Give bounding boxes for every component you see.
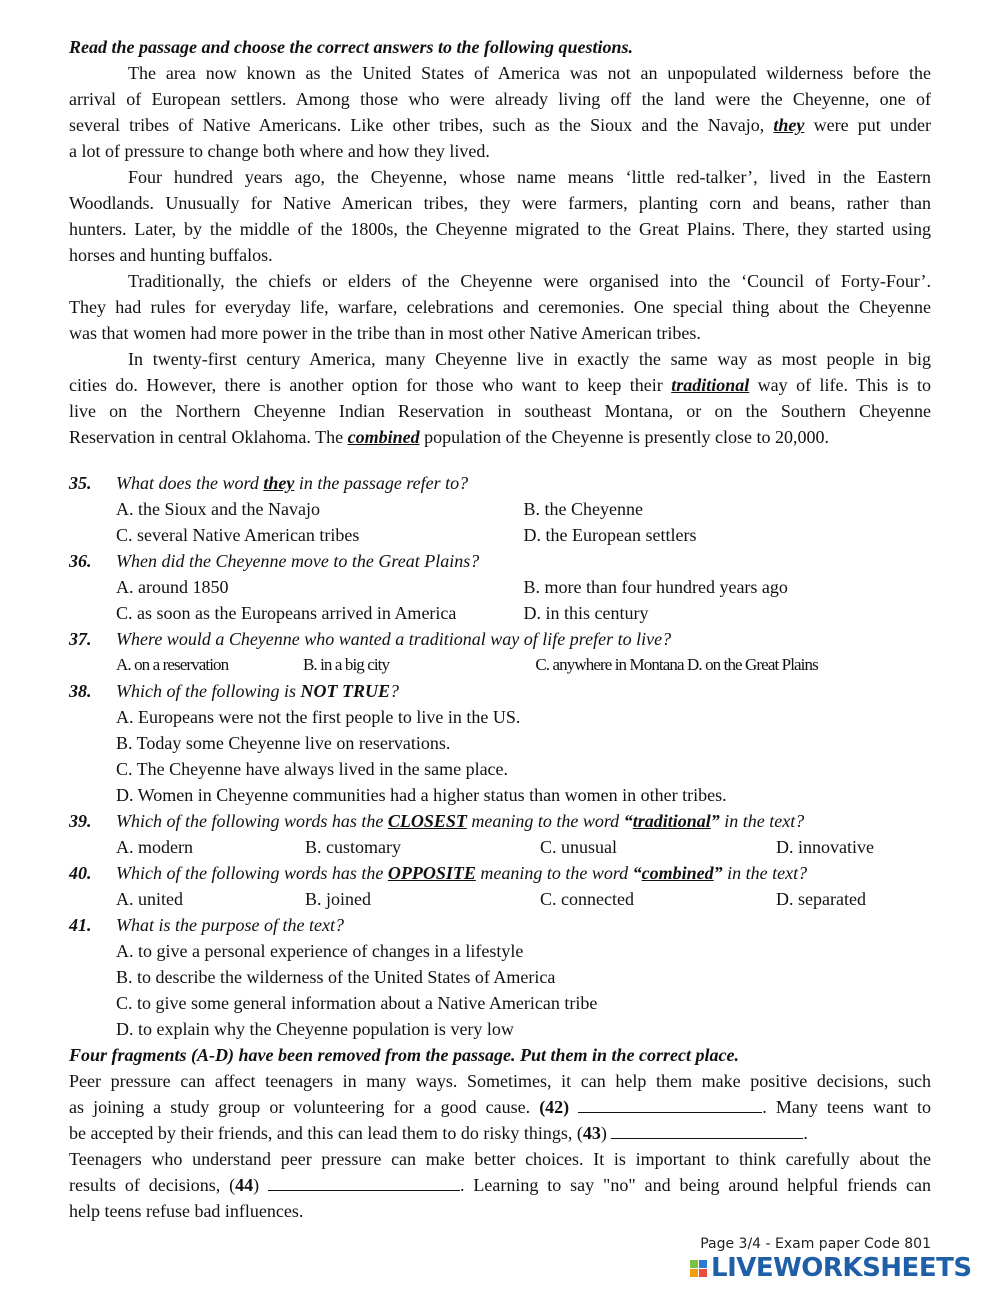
- text-line: [69, 112, 931, 138]
- liveworksheets-logo: [690, 1253, 972, 1283]
- question-36: [69, 548, 931, 626]
- answer-option-d[interactable]: D. in this century: [523, 603, 649, 623]
- text-span: in the passage refer to?: [294, 473, 469, 493]
- answer-option-d[interactable]: D. separated: [776, 889, 866, 909]
- question-number: 37.: [69, 629, 92, 649]
- quoted-word: combined: [641, 863, 714, 883]
- passage-paragraph-4: [69, 346, 931, 450]
- text-line: They had rules for everyday life, warfare, celebrations and ceremonies. One special thing about the Cheyenne: [69, 297, 931, 317]
- text-line: The area now known as the United States of America was not an unpopulated wilderness before the: [128, 63, 931, 83]
- question-number: 35.: [69, 473, 92, 493]
- question-38: [69, 678, 931, 808]
- text-span: in the text?: [719, 811, 805, 831]
- question-number: 36.: [69, 551, 92, 571]
- text-span: .: [803, 1123, 808, 1143]
- answer-option-c-d[interactable]: C. anywhere in Montana D. on the Great Plains: [535, 655, 818, 674]
- answer-option-c[interactable]: C. unusual: [540, 837, 618, 857]
- text-span: results of decisions, (: [69, 1175, 236, 1195]
- text-span: as joining a study group or volunteering for a good cause.: [69, 1097, 540, 1117]
- quote-close: ”: [710, 811, 720, 831]
- text-line: [69, 424, 931, 450]
- answer-option-d[interactable]: D. to explain why the Cheyenne population is very low: [116, 1019, 514, 1039]
- spacer: [69, 450, 931, 470]
- text-line: arrival of European settlers. Among those who were already living off the land were the Cheyenne, one of: [69, 89, 931, 109]
- text-span: population of the Cheyenne is presently close to 20,000.: [419, 427, 829, 447]
- answer-option-b[interactable]: B. to describe the wilderness of the United States of America: [116, 967, 556, 987]
- blank-44-input[interactable]: [268, 1172, 460, 1191]
- text-span: way of life. This is to: [749, 375, 931, 395]
- text-span: ): [600, 1123, 607, 1143]
- text-span: in the text?: [722, 863, 808, 883]
- text-span: ): [253, 1175, 260, 1195]
- question-text: When did the Cheyenne move to the Great Plains?: [116, 551, 480, 571]
- blank-number-44: 44: [235, 1175, 254, 1195]
- text-line: live on the Northern Cheyenne Indian Reservation in southeast Montana, or on the Southern Cheyenne: [69, 401, 931, 421]
- question-text: Where would a Cheyenne who wanted a traditional way of life prefer to live?: [116, 629, 672, 649]
- answer-option-d[interactable]: D. innovative: [776, 837, 874, 857]
- quote-open: “: [623, 811, 633, 831]
- answer-option-d[interactable]: D. Women in Cheyenne communities had a higher status than women in other tribes.: [116, 785, 727, 805]
- answer-option-a[interactable]: A. Europeans were not the first people to live in the US.: [116, 707, 521, 727]
- text-line: [69, 1094, 931, 1120]
- passage-paragraph-1: [69, 60, 931, 164]
- emphasis-word: they: [263, 473, 295, 493]
- answer-option-c[interactable]: C. connected: [540, 889, 634, 909]
- text-line: Four hundred years ago, the Cheyenne, whose name means ‘little red-talker’, lived in the Eastern: [128, 167, 931, 187]
- text-span: meaning to the word: [466, 811, 624, 831]
- answer-option-a[interactable]: A. united: [116, 889, 183, 909]
- text-line: [69, 1172, 931, 1198]
- answer-option-c[interactable]: C. The Cheyenne have always lived in the same place.: [116, 759, 509, 779]
- question-39: [69, 808, 931, 860]
- text-span: ?: [390, 681, 399, 701]
- text-line: hunters. Later, by the middle of the 1800s, the Cheyenne migrated to the Great Plains. There, they started using: [69, 219, 931, 239]
- answer-option-a[interactable]: A. modern: [116, 837, 193, 857]
- question-41: [69, 912, 931, 1042]
- answer-option-a[interactable]: A. the Sioux and the Navajo: [116, 499, 320, 519]
- answer-option-a[interactable]: A. around 1850: [116, 577, 229, 597]
- text-span: . Learning to say "no" and being around helpful friends can: [460, 1175, 931, 1195]
- answer-option-c[interactable]: C. as soon as the Europeans arrived in America: [116, 603, 457, 623]
- page-footer: Page 3/4 - Exam paper Code 801: [700, 1236, 931, 1252]
- question-number: 40.: [69, 863, 92, 883]
- text-span: were put under: [804, 115, 931, 135]
- blank-number-43: 43: [582, 1123, 601, 1143]
- question-text: [116, 860, 807, 886]
- text-span: cities do. However, there is another option for those who want to keep their: [69, 375, 672, 395]
- question-text: [116, 470, 468, 496]
- answer-option-a[interactable]: A. to give a personal experience of changes in a lifestyle: [116, 941, 524, 961]
- quote-open: “: [632, 863, 642, 883]
- question-number: 41.: [69, 915, 92, 935]
- text-span: . Many teens want to: [762, 1097, 932, 1117]
- answer-option-b[interactable]: B. the Cheyenne: [523, 499, 643, 519]
- logo-text: LIVEWORKSHEETS: [711, 1253, 972, 1283]
- text-line: [69, 372, 931, 398]
- answer-option-b[interactable]: B. joined: [305, 889, 371, 909]
- answer-option-c[interactable]: C. to give some general information about a Native American tribe: [116, 993, 598, 1013]
- fragments-passage: [69, 1068, 931, 1224]
- answer-option-a[interactable]: A. on a reservation: [116, 655, 229, 674]
- text-line: Traditionally, the chiefs or elders of the Cheyenne were organised into the ‘Council of Forty-Four’.: [128, 271, 931, 291]
- highlighted-word-combined: combined: [347, 427, 420, 447]
- text-line: Teenagers who understand peer pressure can make better choices. It is important to think carefully about the: [69, 1149, 931, 1169]
- text-span: several tribes of Native Americans. Like other tribes, such as the Sioux and the Navajo,: [69, 115, 774, 135]
- text-line: Woodlands. Unusually for Native American tribes, they were farmers, planting corn and beans, rather than: [69, 193, 931, 213]
- text-span: Which of the following words has the: [116, 863, 388, 883]
- text-line: help teens refuse bad influences.: [69, 1201, 304, 1221]
- quote-close: ”: [713, 863, 723, 883]
- question-37: [69, 626, 931, 678]
- blank-number-42: (42): [539, 1097, 570, 1117]
- text-line: In twenty-first century America, many Cheyenne live in exactly the same way as most people in big: [128, 349, 931, 369]
- answer-option-b[interactable]: B. Today some Cheyenne live on reservations.: [116, 733, 451, 753]
- text-span: meaning to the word: [475, 863, 633, 883]
- blank-43-input[interactable]: [611, 1120, 803, 1139]
- highlighted-word-traditional: traditional: [671, 375, 750, 395]
- text-line: horses and hunting buffalos.: [69, 245, 273, 265]
- question-35: [69, 470, 931, 548]
- highlighted-word-they: they: [773, 115, 805, 135]
- passage-paragraph-3: [69, 268, 931, 346]
- answer-option-d[interactable]: D. the European settlers: [523, 525, 697, 545]
- text-line: Peer pressure can affect teenagers in many ways. Sometimes, it can help them make positive decisions, such: [69, 1071, 931, 1091]
- text-line: [69, 1120, 931, 1146]
- fragments-instruction: Four fragments (A-D) have been removed from the passage. Put them in the correct place.: [69, 1045, 739, 1065]
- answer-option-c[interactable]: C. several Native American tribes: [116, 525, 360, 545]
- text-span: be accepted by their friends, and this can lead them to do risky things, (: [69, 1123, 583, 1143]
- text-span: What does the word: [116, 473, 264, 493]
- answer-option-b[interactable]: B. in a big city: [302, 655, 390, 674]
- worksheet-page: [69, 34, 931, 1224]
- question-number: 39.: [69, 811, 92, 831]
- quoted-word: traditional: [632, 811, 711, 831]
- text-span: Which of the following words has the: [116, 811, 388, 831]
- logo-tiles-icon: [690, 1260, 707, 1277]
- question-number: 38.: [69, 681, 92, 701]
- text-line: was that women had more power in the tribe than in most other Native American tribes.: [69, 323, 701, 343]
- question-text: What is the purpose of the text?: [116, 915, 344, 935]
- blank-42-input[interactable]: [578, 1094, 762, 1113]
- answer-option-b[interactable]: B. customary: [305, 837, 401, 857]
- answer-option-b[interactable]: B. more than four hundred years ago: [523, 577, 788, 597]
- question-text: [116, 678, 399, 704]
- emphasis-word: NOT TRUE: [300, 681, 390, 701]
- emphasis-word: CLOSEST: [387, 811, 467, 831]
- emphasis-word: OPPOSITE: [387, 863, 476, 883]
- passage-paragraph-2: [69, 164, 931, 268]
- question-40: [69, 860, 931, 912]
- text-span: Reservation in central Oklahoma. The: [69, 427, 348, 447]
- reading-instruction: Read the passage and choose the correct answers to the following questions.: [69, 37, 634, 57]
- text-span: Which of the following is: [116, 681, 301, 701]
- question-text: [116, 808, 804, 834]
- text-line: a lot of pressure to change both where and how they lived.: [69, 141, 490, 161]
